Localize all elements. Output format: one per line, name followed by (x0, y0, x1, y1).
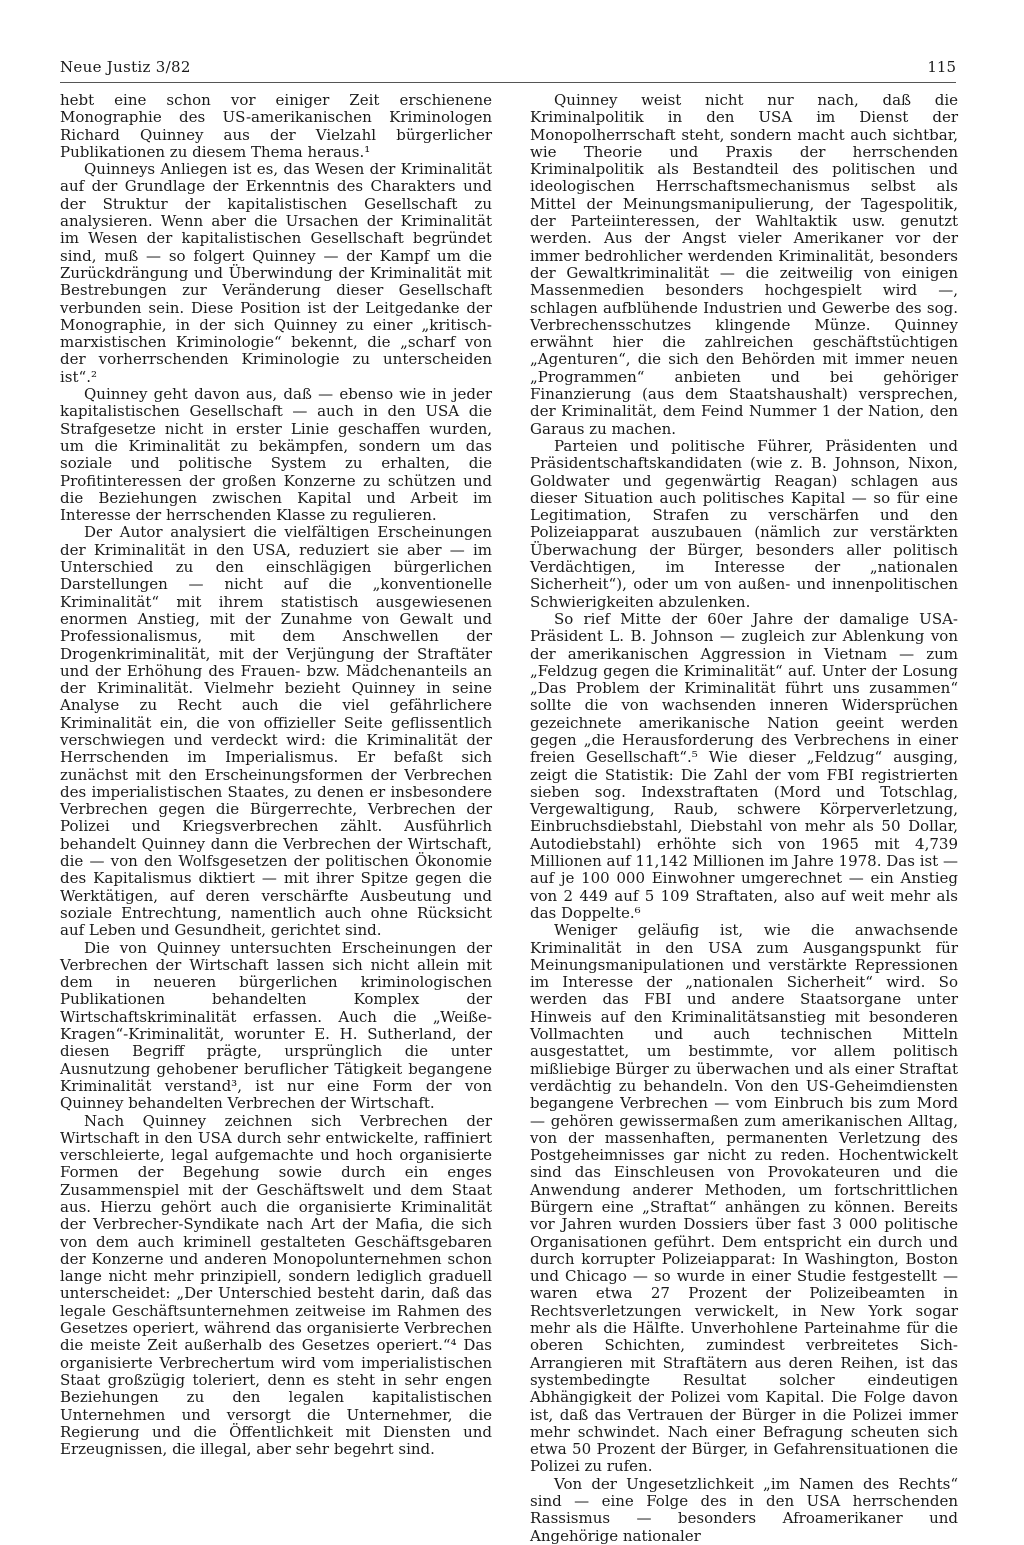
running-header (60, 58, 956, 84)
paragraph: Die von Quinney untersuchten Erscheinungen der Verbrechen der Wirtschaft lassen sich nicht allein mit dem in neueren bürgerlichen kriminologischen Publikationen behandelten Komplex der Wirtschaftskriminalität erfassen. Auch die „Weiße-Kragen“-Kriminalität, worunter E. H. Sutherland, der diesen Begriff prägte, ursprünglich die unter Ausnutzung gehobener beruflicher Tätigkeit begangene Kriminalität verstand³, ist nur eine Form der von Quinney behandelten Verbrechen der Wirtschaft. (60, 938, 492, 1113)
paragraph: Weniger geläufig ist, wie die anwachsende Kriminalität in den USA zum Ausgangspunkt für Meinungsmanipulationen und verstärkte Repressionen im Interesse der „nationalen Sicherheit“ wird. So werden das FBI und andere Staatsorgane unter Hinweis auf den Kriminalitätsanstieg mit besonderen Vollmachten und auch technischen Mitteln ausgestattet, um bestimmte, vor allem politisch mißliebige Bürger zu überwachen und als einer Straftat verdächtig zu behandeln. Von den US-Geheimdiensten begangene Verbrechen — vom Einbruch bis zum Mord — gehören gewissermaßen zum amerikanischen Alltag, von der massenhaften, permanenten Verletzung des Postgeheimnisses gar nicht zu reden. Hochentwickelt sind das Einschleusen von Provokateuren und die Anwendung anderer Methoden, um fortschrittlichen Bürgern eine „Straftat“ anhängen zu können. Bereits vor Jahren wurden Dossiers über fast 3 000 politische Organisationen geführt. Dem entspricht ein durch und durch korrupter Polizeiapparat: In Washington, Boston und Chicago — so wurde in einer Studie festgestellt — waren etwa 27 Prozent der Polizeibeamten in Rechtsverletzungen verwickelt, in New York sogar mehr als die Hälfte. Unverhohlene Parteinahme für die oberen Schichten, zumindest verbreitetes Sich-Arrangieren mit Straftätern aus deren Reihen, ist das systembedingte Resultat solcher eindeutigen Abhängigkeit der Polizei vom Kapital. Die Folge davon ist, daß das Vertrauen der Bürger in die Polizei immer mehr schwindet. Nach einer Befragung scheuten sich etwa 50 Prozent der Bürger, in Gefahrensituationen die Polizei zu rufen. (530, 921, 958, 1476)
left-column (60, 92, 492, 1458)
header-rule (60, 82, 956, 83)
paragraph: Parteien und politische Führer, Präsidenten und Präsidentschaftskandidaten (wie z. B. Johnson, Nixon, Goldwater und gegenwärtig Reagan) schlagen aus dieser Situation auch politisches Kapital — so für eine Legitimation, Strafen zu verschärfen und den Polizeiapparat auszubauen (nämlich zur verstärkten Überwachung der Bürger, besonders aller politisch Verdächtigen, im Interesse der „nationalen Sicherheit“), oder um von außen- und innenpolitischen Schwierigkeiten abzulenken. (530, 436, 958, 611)
page-number: 115 (927, 58, 956, 76)
paragraph: Quinney weist nicht nur nach, daß die Kriminalpolitik in den USA im Dienst der Monopolherrschaft steht, sondern macht auch sichtbar, wie Theorie und Praxis der herrschenden Kriminalpolitik als Bestandteil des politischen und ideologischen Herrschaftsmechanismus selbst als Mittel der Meinungsmanipulierung, der Tagespolitik, der Parteiinteressen, der Wahltaktik usw. genutzt werden. Aus der Angst vieler Amerikaner vor der immer bedrohlicher werdenden Kriminalität, besonders der Gewaltkriminalität — die zeitweilig von einigen Massenmedien besonders hochgespielt wird —, schlagen aufblühende Industrien und Gewerbe des sog. Verbrechensschutzes klingende Münze. Quinney erwähnt hier die zahlreichen geschäftstüchtigen „Agenturen“, die sich den Behörden mit immer neuen „Programmen“ anbieten und bei gehöriger Finanzierung (aus dem Staatshaushalt) versprechen, der Kriminalität, dem Feind Nummer 1 der Nation, den Garaus zu machen. (530, 91, 958, 438)
right-column (530, 92, 958, 1545)
paragraph: hebt eine schon vor einiger Zeit erschienene Monographie des US-amerikanischen Kriminologen Richard Quinney aus der Vielzahl bürgerlicher Publikationen zu diesem Thema heraus.¹ (60, 91, 492, 161)
paragraph: Von der Ungesetzlichkeit „im Namen des Rechts“ sind — eine Folge des in den USA herrschenden Rassismus — besonders Afroamerikaner und Angehörige nationaler (530, 1474, 958, 1545)
paragraph: Quinney geht davon aus, daß — ebenso wie in jeder kapitalistischen Gesellschaft — auch in den USA die Strafgesetze nicht in erster Linie geschaffen wurden, um die Kriminalität zu bekämpfen, sondern um das soziale und politische System zu erhalten, die Profitinteressen der großen Konzerne zu schützen und die Beziehungen zwischen Kapital und Arbeit im Interesse der herrschenden Klasse zu regulieren. (60, 385, 492, 525)
paragraph: Quinneys Anliegen ist es, das Wesen der Kriminalität auf der Grundlage der Erkenntnis des Charakters und der Struktur der kapitalistischen Gesellschaft zu analysieren. Wenn aber die Ursachen der Kriminalität im Wesen der kapitalistischen Gesellschaft begründet sind, muß — so folgert Quinney — der Kampf um die Zurückdrängung und Überwindung der Kriminalität mit Bestrebungen zur Veränderung dieser Gesellschaft verbunden sein. Diese Position ist der Leitgedanke der Monographie, in der sich Quinney zu einer „kritisch-marxistischen Kriminologie“ bekennt, die „scharf von der vorherrschenden Kriminologie zu unterscheiden ist“.² (60, 160, 492, 386)
paragraph: Nach Quinney zeichnen sich Verbrechen der Wirtschaft in den USA durch sehr entwickelte, raffiniert verschleierte, legal aufgemachte und hoch organisierte Formen der Begehung sowie durch ein enges Zusammenspiel mit der Geschäftswelt und dem Staat aus. Hierzu gehört auch die organisierte Kriminalität der Verbrecher-Syndikate nach Art der Mafia, die sich von dem auch kriminell gestalteten Geschäftsgebaren der Konzerne und anderen Monopolunternehmen schon lange nicht mehr prinzipiell, sondern lediglich graduell unterscheidet: „Der Unterschied besteht darin, daß das legale Geschäftsunternehmen zeitweise im Rahmen des Gesetzes operiert, während das organisierte Verbrechen die meiste Zeit außerhalb des Gesetzes operiert.“⁴ Das organisierte Verbrechertum wird vom imperialistischen Staat großzügig toleriert, denn es steht in sehr engen Beziehungen zu den legalen kapitalistischen Unternehmen und versorgt die Unternehmer, die Regierung und die Öffentlichkeit mit Diensten und Erzeugnissen, die illegal, aber sehr begehrt sind. (60, 1111, 492, 1459)
journal-title: Neue Justiz 3/82 (60, 58, 191, 76)
paragraph: So rief Mitte der 60er Jahre der damalige USA-Präsident L. B. Johnson — zugleich zur Ablenkung von der amerikanischen Aggression in Vietnam — zum „Feldzug gegen die Kriminalität“ auf. Unter der Losung „Das Problem der Kriminalität führt uns zusammen“ sollte die von wachsenden inneren Widersprüchen gezeichnete amerikanische Nation geeint werden gegen „die Herausforderung des Verbrechens in einer freien Gesellschaft“.⁵ Wie dieser „Feldzug“ ausging, zeigt die Statistik: Die Zahl der vom FBI registrierten sieben sog. Indexstraftaten (Mord und Totschlag, Vergewaltigung, Raub, schwere Körperverletzung, Einbruchsdiebstahl, Diebstahl von mehr als 50 Dollar, Autodiebstahl) erhöhte sich von 1965 mit 4,739 Millionen auf 11,142 Millionen im Jahre 1978. Das ist — auf je 100 000 Einwohner umgerechnet — ein Anstieg von 2 449 auf 5 109 Straftaten, also auf weit mehr als das Doppelte.⁶ (530, 609, 958, 922)
paragraph: Der Autor analysiert die vielfältigen Erscheinungen der Kriminalität in den USA, reduziert sie aber — im Unterschied zu den einschlägigen bürgerlichen Darstellungen — nicht auf die „konventionelle Kriminalität“ mit ihrem statistisch ausgewiesenen enormen Anstieg, mit der Zunahme von Gewalt und Professionalismus, mit dem Anschwellen der Drogenkriminalität, mit der Verjüngung der Straftäter und der Erhöhung des Frauen- bzw. Mädchenanteils an der Kriminalität. Vielmehr bezieht Quinney in seine Analyse zu Recht auch die viel gefährlichere Kriminalität ein, die von offizieller Seite geflissentlich verschwiegen und verdeckt wird: die Kriminalität der Herrschenden im Imperialismus. Er befaßt sich zunächst mit den Erscheinungsformen der Verbrechen des imperialistischen Staates, zu denen er insbesondere Verbrechen gegen die Bürgerrechte, Verbrechen der Polizei und Kriegsverbrechen zählt. Ausführlich behandelt Quinney dann die Verbrechen der Wirtschaft, die — von den Wolfsgesetzen der politischen Ökonomie des Kapitalismus diktiert — mit ihrer Spitze gegen die Werktätigen, auf deren verschärfte Ausbeutung und soziale Entrechtung, namentlich auch ohne Rücksicht auf Leben und Gesundheit, gerichtet sind. (60, 523, 492, 940)
